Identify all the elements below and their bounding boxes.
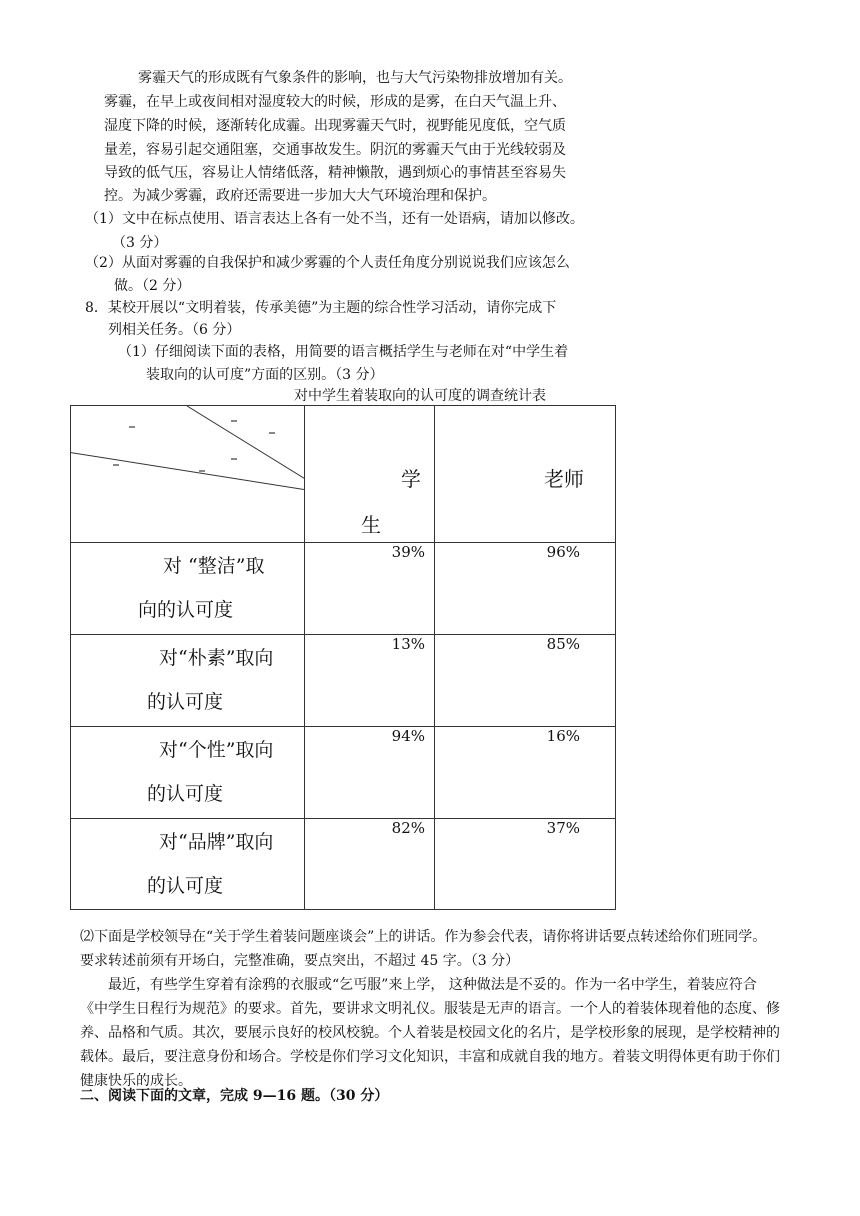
passage-line-5: 导致的低气压，容易让人情绪低落，精神懒散，遇到烦心的事情甚至容易失 bbox=[104, 165, 566, 181]
row-label-cell bbox=[71, 819, 305, 910]
q7-part1-line2: （3 分） bbox=[112, 235, 168, 251]
q8-sub1-line2: 装取向的认可度”方面的区别。（3 分） bbox=[146, 367, 384, 383]
table-caption: 对中学生着装取向的认可度的调查统计表 bbox=[294, 388, 546, 404]
q8-sub1-line1: （1）仔细阅读下面的表格，用简要的语言概括学生与老师在对“中学生着 bbox=[118, 344, 569, 360]
row-label-line1: 对“朴素”取向 bbox=[159, 647, 274, 669]
header-student-a: 学 bbox=[401, 467, 421, 491]
table-header-row bbox=[71, 406, 616, 543]
q7-part2-line2: 做。（2 分） bbox=[114, 278, 191, 294]
section2-heading: 二、阅读下面的文章，完成 9—16 题。（30 分） bbox=[80, 1088, 389, 1104]
q8-line1: 8．某校开展以“文明着装，传承美德”为主题的综合性学习活动，请你完成下 bbox=[85, 300, 557, 316]
diagonal-header-cell bbox=[71, 406, 305, 543]
passage-line-6: 控。为减少雾霾，政府还需要进一步加大大气环境治理和保护。 bbox=[104, 188, 496, 204]
header-student-cell bbox=[305, 406, 435, 543]
row-label-line2: 的认可度 bbox=[147, 783, 224, 805]
q8-sub2-speech: 最近，有些学生穿着有涂鸦的衣服或“乞丐服”来上学， 这种做法是不妥的。作为一名中学生，着装应符合《中学生日程行为规范》的要求。首先，要讲求文明礼仪。服装是无声的语言。一个人的着装体现着他的态度、修养、品格和气质。其次，要展示良好的校风校貌。个人着装是校园文化的名片，是学校形象的展现，是学校精神的载体。最后，要注意身份和场合。学校是你们学习文化知识，丰富和成就自我的地方。着装文明得体更有助于你们健康快乐的成长。 bbox=[80, 977, 780, 1089]
student-value: 13% bbox=[305, 635, 435, 727]
row-label-line2: 向的认可度 bbox=[138, 599, 234, 621]
row-label-cell bbox=[71, 543, 305, 635]
passage-line-1: 雾霾天气的形成既有气象条件的影响，也与大气污染物排放增加有关。 bbox=[138, 70, 572, 86]
row-label-line1: 对“品牌”取向 bbox=[159, 831, 274, 853]
q7-part1-line1: （1）文中在标点使用、语言表达上各有一处不当，还有一处语病，请加以修改。 bbox=[85, 211, 584, 227]
student-value: 39% bbox=[305, 543, 435, 635]
table-row bbox=[71, 727, 616, 819]
passage-line-2: 雾霾，在早上或夜间相对湿度较大的时候，形成的是雾，在白天气温上升、 bbox=[104, 94, 566, 110]
header-student-b: 生 bbox=[361, 513, 381, 537]
teacher-value: 96% bbox=[435, 543, 616, 635]
table-row bbox=[71, 635, 616, 727]
table-row bbox=[71, 543, 616, 635]
row-label-line1: 对 “整洁”取 bbox=[163, 555, 265, 577]
row-label-line1: 对“个性”取向 bbox=[159, 739, 274, 761]
table-row bbox=[71, 819, 616, 910]
teacher-value: 37% bbox=[435, 819, 616, 910]
student-value: 82% bbox=[305, 819, 435, 910]
row-label-line2: 的认可度 bbox=[147, 875, 224, 897]
diagonal-lines bbox=[71, 406, 304, 542]
teacher-value: 85% bbox=[435, 635, 616, 727]
q7-part2-line1: （2）从面对雾霾的自我保护和减少雾霾的个人责任角度分别说说我们应该怎么 bbox=[85, 255, 570, 271]
teacher-value: 16% bbox=[435, 727, 616, 819]
student-value: 94% bbox=[305, 727, 435, 819]
header-teacher: 老师 bbox=[544, 467, 584, 491]
passage-line-3: 湿度下降的时候，逐渐转化成霾。出现雾霾天气时，视野能见度低，空气质 bbox=[104, 118, 566, 134]
q8-line2: 列相关任务。（6 分） bbox=[108, 322, 241, 338]
passage-line-4: 量差，容易引起交通阻塞，交通事故发生。阴沉的雾霾天气由于光线较弱及 bbox=[104, 142, 566, 158]
row-label-cell bbox=[71, 635, 305, 727]
q8-sub2-prompt: ⑵下面是学校领导在“关于学生着装问题座谈会”上的讲话。作为参会代表，请你将讲话要点转述给你们班同学。要求转述前须有开场白，完整准确，要点突出，不超过 45 字。（3 分） bbox=[80, 929, 767, 969]
survey-table bbox=[70, 405, 616, 910]
row-label-cell bbox=[71, 727, 305, 819]
header-teacher-cell bbox=[435, 406, 616, 543]
row-label-line2: 的认可度 bbox=[147, 691, 224, 713]
